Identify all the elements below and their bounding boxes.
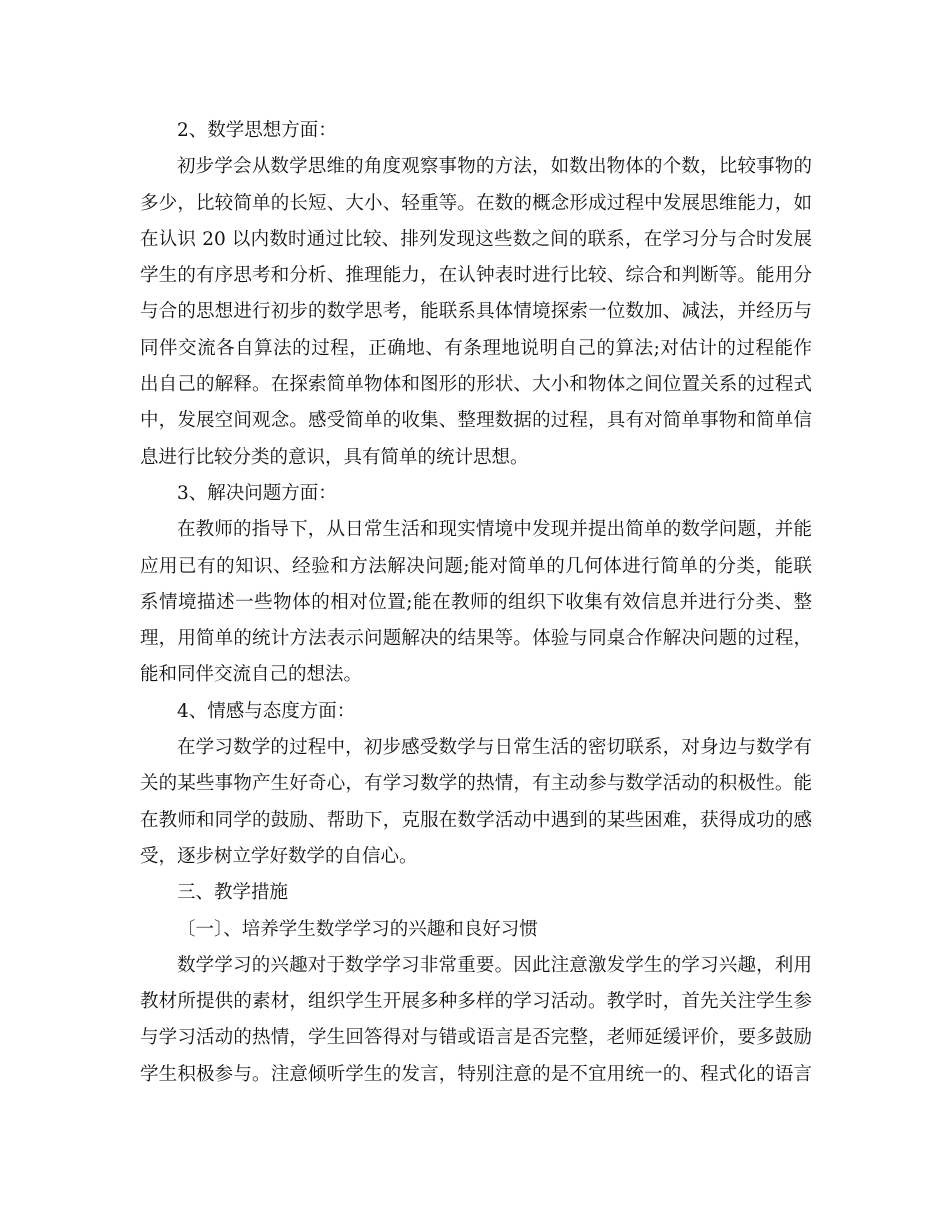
paragraph-emotion-attitude	[140, 730, 812, 875]
paragraph-line: 应用已有的知识、经验和方法解决问题;能对简单的几何体进行简单的分类，能联	[140, 555, 812, 577]
paragraph-line: 出自己的解释。在探索简单物体和图形的形状、大小和物体之间位置关系的过程式	[140, 374, 812, 396]
paragraph-line: 中，发展空间观念。感受简单的收集、整理数据的过程，具有对简单事物和简单信	[140, 410, 812, 432]
paragraph-line: 与合的思想进行初步的数学思考，能联系具体情境探索一位数加、减法，并经历与	[140, 301, 812, 323]
paragraph-line: 受，逐步树立学好数学的自信心。	[140, 845, 418, 867]
paragraph-line: 数学学习的兴趣对于数学学习非常重要。因此注意激发学生的学习兴趣，利用	[177, 954, 812, 976]
paragraph-line: 在学习数学的过程中，初步感受数学与日常生活的密切联系，对身边与数学有	[177, 737, 812, 759]
paragraph-line: 系情境描述一些物体的相对位置;能在教师的组织下收集有效信息并进行分类、整	[140, 591, 812, 613]
paragraph-line: 同伴交流各自算法的过程，正确地、有条理地说明自己的算法;对估计的过程能作	[140, 337, 812, 359]
paragraph-line: 与学习活动的热情，学生回答得对与错或语言是否完整，老师延缓评价，要多鼓励	[140, 1027, 812, 1049]
section-heading-problem-solving: 3、解决问题方面：	[177, 482, 337, 504]
document-page	[140, 113, 812, 1093]
paragraph-line: 初步学会从数学思维的角度观察事物的方法，如数出物体的个数，比较事物的	[177, 156, 812, 178]
paragraph-line: 在教师和同学的鼓励、帮助下，克服在数学活动中遇到的某些困难，获得成功的感	[140, 809, 812, 831]
paragraph-interest-habits	[140, 948, 812, 1093]
paragraph-line: 理，用简单的统计方法表示问题解决的结果等。体验与同桌合作解决问题的过程，	[140, 628, 812, 650]
paragraph-line: 教材所提供的素材，组织学生开展多种多样的学习活动。教学时，首先关注学生参	[140, 991, 812, 1013]
paragraph-line: 学生积极参与。注意倾听学生的发言，特别注意的是不宜用统一的、程式化的语言	[140, 1063, 812, 1085]
paragraph-line: 多少，比较简单的长短、大小、轻重等。在数的概念形成过程中发展思维能力，如	[140, 192, 812, 214]
paragraph-math-thinking	[140, 149, 812, 476]
paragraph-line: 息进行比较分类的意识，具有简单的统计思想。	[140, 446, 529, 468]
section-heading-teaching-measures: 三、教学措施	[177, 882, 289, 904]
section-heading-math-thinking: 2、数学思想方面：	[177, 120, 337, 141]
subsection-heading-interest-habits: 〔一〕、培养学生数学学习的兴趣和良好习惯	[177, 918, 538, 940]
section-heading-emotion-attitude: 4、情感与态度方面：	[177, 700, 356, 722]
paragraph-line: 学生的有序思考和分析、推理能力，在认钟表时进行比较、综合和判断等。能用分	[140, 265, 812, 287]
paragraph-line: 在认识 20 以内数时通过比较、排列发现这些数之间的联系，在学习分与合时发展	[140, 228, 812, 250]
paragraph-line: 能和同伴交流自己的想法。	[140, 664, 363, 686]
paragraph-problem-solving	[140, 512, 812, 693]
paragraph-line: 在教师的指导下，从日常生活和现实情境中发现并提出简单的数学问题，并能	[177, 519, 812, 541]
paragraph-line: 关的某些事物产生好奇心，有学习数学的热情，有主动参与数学活动的积极性。能	[140, 773, 812, 795]
